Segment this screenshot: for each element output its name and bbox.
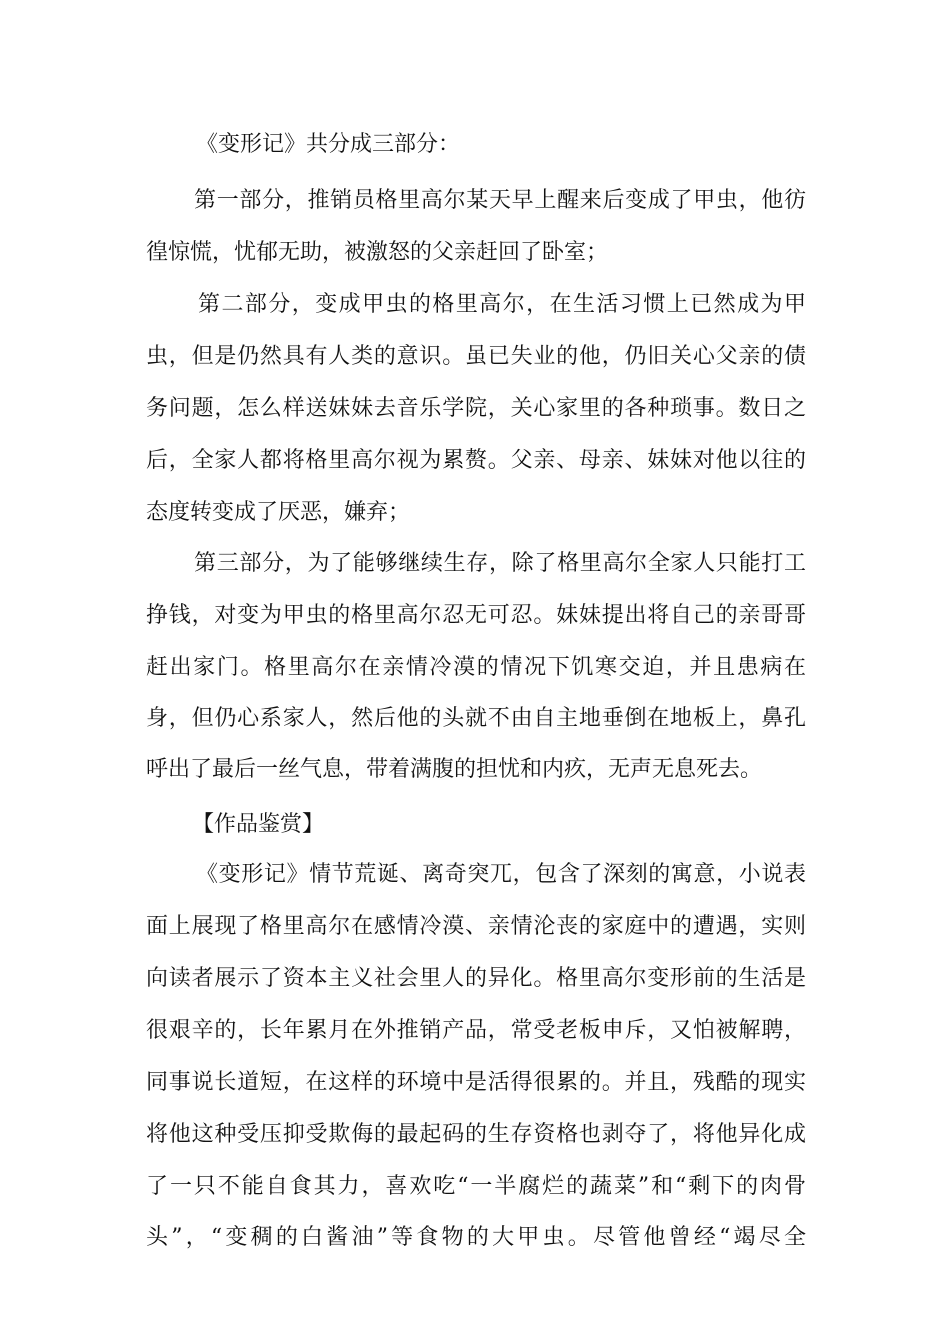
text-line: 赶出家门。格里高尔在亲情冷漠的情况下饥寒交迫，并且患病在 bbox=[146, 655, 806, 680]
section-heading: 【作品鉴赏】 bbox=[192, 812, 325, 837]
text-line: 虫，但是仍然具有人类的意识。虽已失业的他，仍旧关心父亲的债 bbox=[146, 344, 806, 369]
text-line: 面上展现了格里高尔在感情冷漠、亲情沦丧的家庭中的遭遇，实则 bbox=[146, 914, 806, 939]
text-line: 第三部分，为了能够继续生存，除了格里高尔全家人只能打工 bbox=[194, 551, 806, 576]
text-line: 务问题，怎么样送妹妹去音乐学院，关心家里的各种琐事。数日之 bbox=[146, 396, 806, 421]
text-line: 《变形记》情节荒诞、离奇突兀，包含了深刻的寓意，小说表 bbox=[196, 862, 806, 887]
text-line: 很艰辛的，长年累月在外推销产品，常受老板申斥，又怕被解聘， bbox=[146, 1018, 806, 1043]
text-line: 呼出了最后一丝气息，带着满腹的担忧和内疚，无声无息死去。 bbox=[146, 757, 763, 782]
text-line: 《变形记》共分成三部分： bbox=[196, 132, 461, 157]
text-line: 态度转变成了厌恶，嫌弃； bbox=[146, 500, 411, 525]
text-line: 后，全家人都将格里高尔视为累赘。父亲、母亲、妹妹对他以往的 bbox=[146, 448, 806, 473]
text-line: 第二部分，变成甲虫的格里高尔，在生活习惯上已然成为甲 bbox=[198, 292, 806, 317]
text-line: 挣钱，对变为甲虫的格里高尔忍无可忍。妹妹提出将自己的亲哥哥 bbox=[146, 603, 806, 628]
text-line: 身，但仍心系家人，然后他的头就不由自主地垂倒在地板上，鼻孔 bbox=[146, 706, 806, 731]
text-line: 向读者展示了资本主义社会里人的异化。格里高尔变形前的生活是 bbox=[146, 966, 806, 991]
text-line: 头”，“变稠的白酱油”等食物的大甲虫。尽管他曾经“竭尽全 bbox=[146, 1225, 806, 1250]
text-line: 第一部分，推销员格里高尔某天早上醒来后变成了甲虫，他彷 bbox=[194, 188, 806, 213]
text-line: 将他这种受压抑受欺侮的最起码的生存资格也剥夺了，将他异化成 bbox=[146, 1122, 806, 1147]
text-line: 了一只不能自食其力，喜欢吃“一半腐烂的蔬菜”和“剩下的肉骨 bbox=[146, 1174, 806, 1199]
text-line: 徨惊慌，忧郁无助，被激怒的父亲赶回了卧室； bbox=[146, 240, 609, 265]
text-line: 同事说长道短，在这样的环境中是活得很累的。并且，残酷的现实 bbox=[146, 1070, 806, 1095]
